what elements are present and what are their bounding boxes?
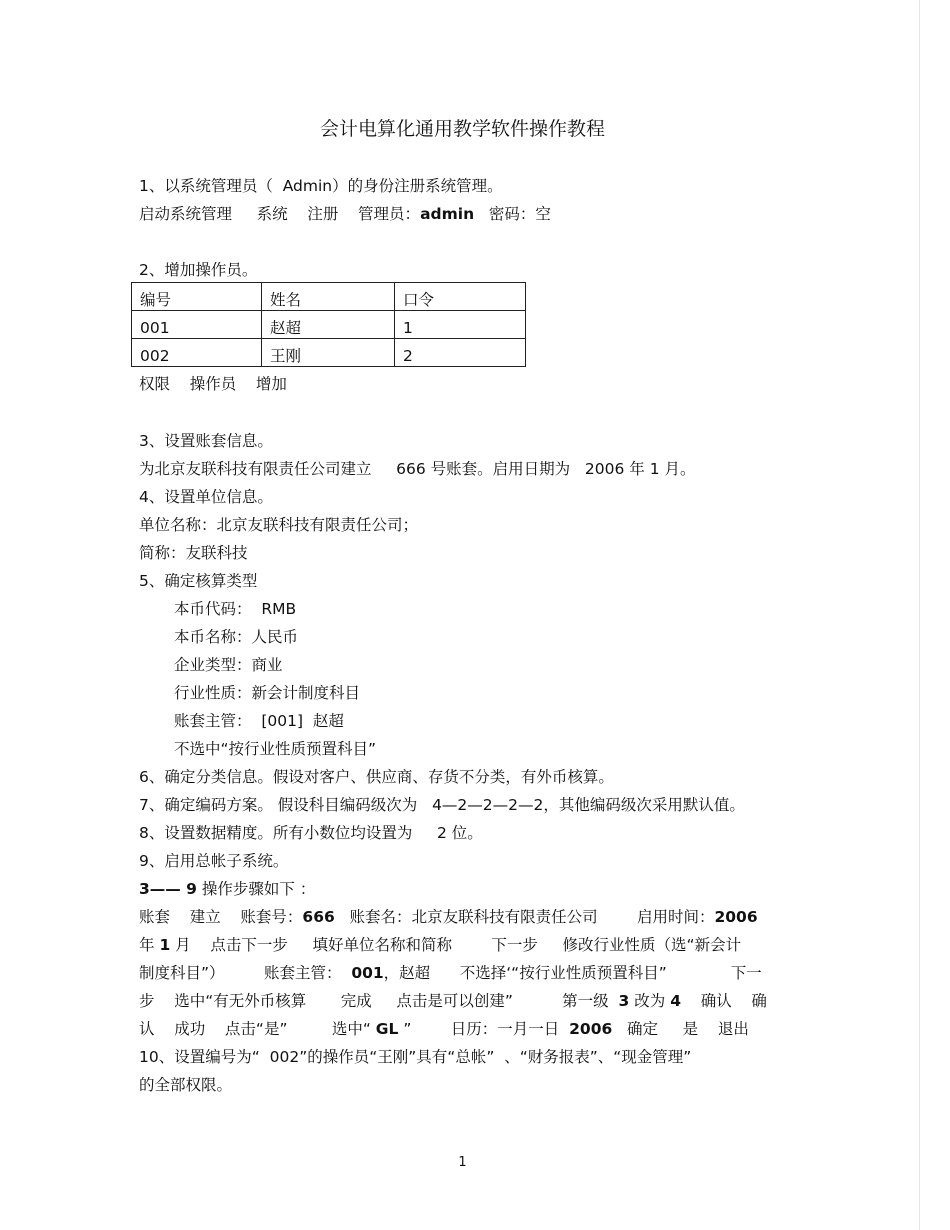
table-cell: 赵超 <box>262 311 395 339</box>
text-span: 步 选中“有无外币核算 完成 点击是可以创建” 第一级 <box>139 992 619 1010</box>
gl-system: GL <box>375 1020 399 1038</box>
step10-line-2: 的全部权限。 <box>139 1076 233 1094</box>
table-row <box>132 311 526 339</box>
procedure-line-5 <box>139 1018 749 1040</box>
table-cell: 1 <box>395 311 526 339</box>
procedure-line-3 <box>139 962 762 984</box>
text-span: ” 日历：一月一日 <box>398 1020 570 1038</box>
step4-unit-name: 单位名称：北京友联科技有限责任公司； <box>139 516 419 534</box>
step1-path-b: 密码：空 <box>474 205 551 223</box>
operator-table <box>131 282 526 367</box>
text-span: 账套名：北京友联科技有限责任公司 启用时间： <box>334 908 715 926</box>
start-year: 2006 <box>714 908 758 926</box>
step1-admin: admin <box>420 205 475 223</box>
procedure-heading <box>139 878 315 900</box>
procedure-heading-rest: 操作步骤如下 ： <box>196 880 316 898</box>
text-span: 确认 确 <box>680 992 767 1010</box>
text-span: 月 点击下一步 填好单位名称和简称 下一步 修改行业性质（选“新会计 <box>170 936 742 954</box>
document-title: 会计电算化通用教学软件操作教程 <box>319 118 605 140</box>
step2-heading: 2、增加操作员。 <box>139 261 258 279</box>
supervisor-code: 001 <box>351 964 384 982</box>
procedure-line-2 <box>139 934 741 956</box>
step1-heading: 1、以系统管理员（ Admin）的身份注册系统管理。 <box>139 177 503 195</box>
step4-heading: 4、设置单位信息。 <box>139 488 273 506</box>
header-cell-id: 编号 <box>132 283 262 311</box>
text-span: 制度科目”） 账套主管： <box>139 964 352 982</box>
account-number: 666 <box>302 908 335 926</box>
step7-text: 7、确定编码方案。 假设科目编码级次为 4—2—2—2—2，其他编码级次采用默认值。 <box>139 796 745 814</box>
table-header-row <box>132 283 526 311</box>
step1-path <box>139 203 551 225</box>
procedure-line-1 <box>139 906 758 928</box>
list-item: 行业性质：新会计制度科目 <box>174 684 361 702</box>
table-cell: 001 <box>132 311 262 339</box>
level-to: 4 <box>670 992 681 1010</box>
procedure-line-4 <box>139 990 767 1012</box>
step10-line-1: 10、设置编号为“ 002”的操作员“王刚”具有“总帐” 、“财务报表”、“现金管理” <box>139 1048 692 1066</box>
procedure-range: 3—— 9 <box>139 880 197 898</box>
page-number: 1 <box>458 1155 467 1170</box>
list-item: 不选中“按行业性质预置科目” <box>174 740 377 758</box>
start-month: 1 <box>159 936 171 954</box>
table-cell: 002 <box>132 339 262 367</box>
step3-heading: 3、设置账套信息。 <box>139 432 273 450</box>
table-row <box>132 339 526 367</box>
text-span: 账套 建立 账套号： <box>139 908 303 926</box>
level-from: 3 <box>618 992 630 1010</box>
step4-short-name: 简称：友联科技 <box>139 544 248 562</box>
list-item: 企业类型：商业 <box>174 656 283 674</box>
list-item: 本币代码： RMB <box>174 600 297 618</box>
list-item: 本币名称：人民币 <box>174 628 299 646</box>
text-span: 确定 是 退出 <box>612 1020 749 1038</box>
text-span: 认 成功 点击“是” 选中“ <box>139 1020 376 1038</box>
calendar-year: 2006 <box>569 1020 613 1038</box>
step3-text: 为北京友联科技有限责任公司建立 666 号账套。启用日期为 2006 年 1 月。 <box>139 460 696 478</box>
text-span: 改为 <box>629 992 671 1010</box>
table-cell: 王刚 <box>262 339 395 367</box>
step8-text: 8、设置数据精度。所有小数位均设置为 2 位。 <box>139 824 483 842</box>
header-cell-password: 口令 <box>395 283 526 311</box>
table-cell: 2 <box>395 339 526 367</box>
text-span: 年 <box>139 936 160 954</box>
step9-text: 9、启用总帐子系统。 <box>139 852 289 870</box>
list-item: 账套主管： [001] 赵超 <box>174 712 344 730</box>
header-cell-name: 姓名 <box>262 283 395 311</box>
page-edge <box>919 0 920 1230</box>
step2-permission-path: 权限 操作员 增加 <box>139 375 287 393</box>
step5-heading: 5、确定核算类型 <box>139 572 258 590</box>
step6-text: 6、确定分类信息。假设对客户、供应商、存货不分类，有外币核算。 <box>139 768 614 786</box>
step1-path-a: 启动系统管理 系统 注册 管理员： <box>139 205 421 223</box>
text-span: ，赵超 不选择‘“按行业性质预置科目” 下一 <box>383 964 762 982</box>
